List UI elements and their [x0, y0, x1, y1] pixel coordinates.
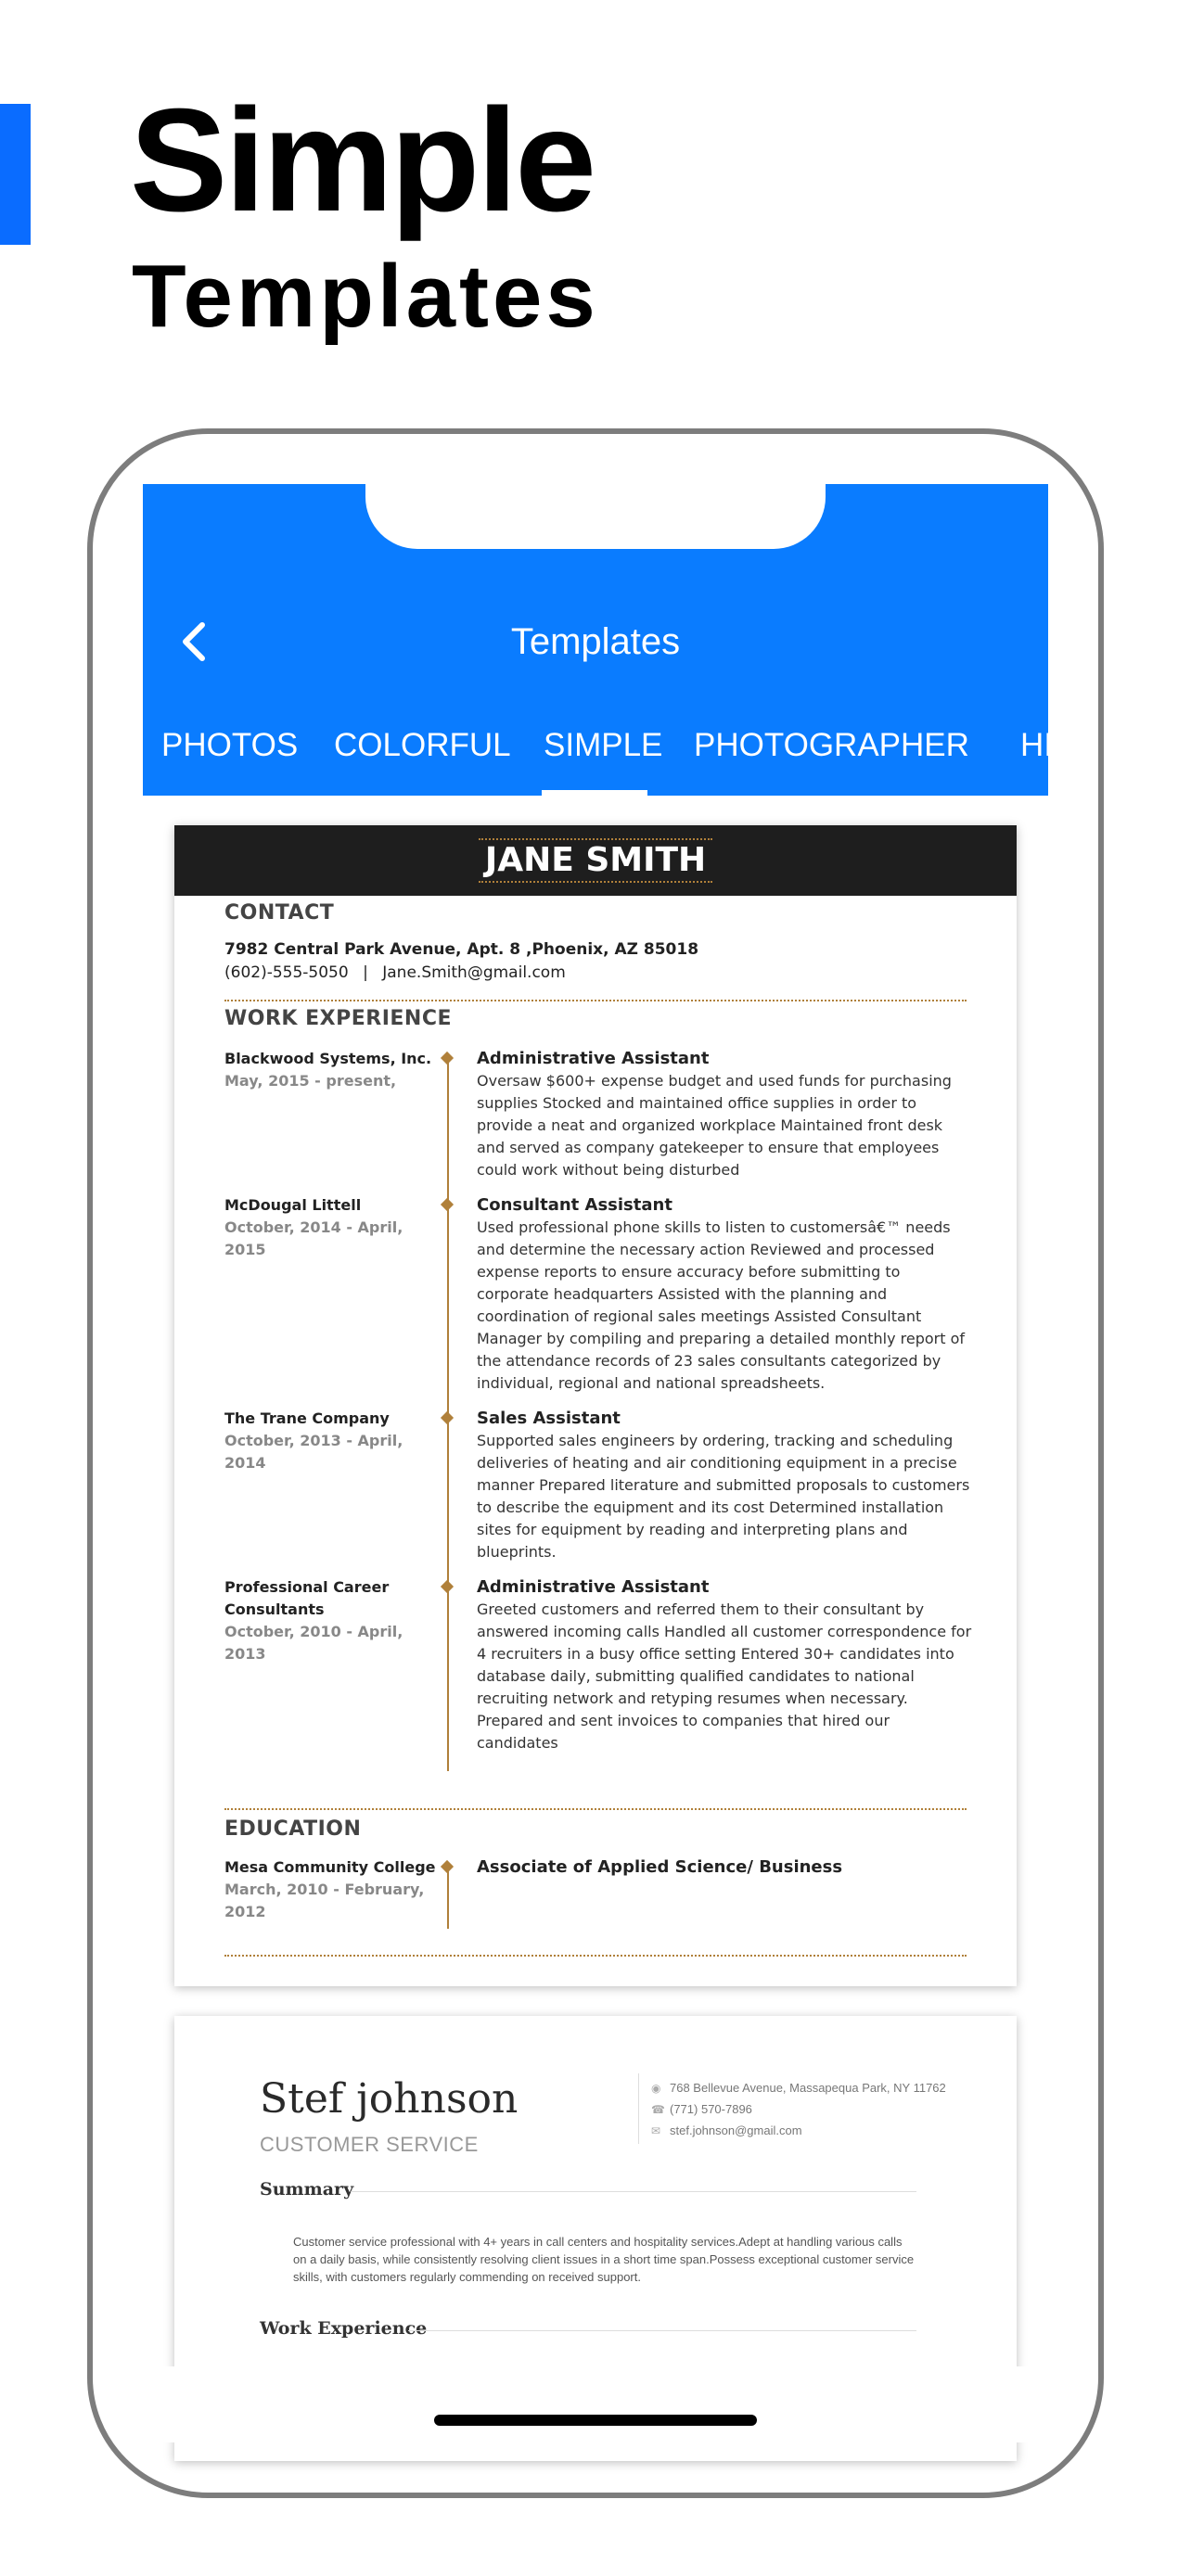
contact-phone: ☎ (771) 570-7896 [651, 2102, 752, 2116]
bottom-safe-area [143, 2366, 1048, 2442]
contact-email: ✉ stef.johnson@gmail.com [651, 2123, 802, 2137]
education-degree: Associate of Applied Science/ Business [477, 1857, 843, 1877]
work-heading: WORK EXPERIENCE [224, 1007, 452, 1030]
job-description: Supported sales engineers by ordering, tracking and scheduling deliveries of heating and air conditioning equipment in a precise manner Prepared literature and submitted proposals to customers to describe the equipment and its cost Determined installation sites for equipment by reading and interpreting plans and blueprints. [477, 1432, 970, 1561]
accent-bar [0, 104, 31, 245]
resume-name: JANE SMITH [484, 841, 707, 879]
job-description: Used professional phone skills to listen to customersâ€™ needs and determine the necessary action Reviewed and processed expense reports to ensure accuracy before submitting to corporate headquarters Assisted with the planning and coordination of regional sales meetings Assisted Consultant Manager by compiling and preparing a detailed monthly report of the attendance records of 23 sales consultants categorized by individual, regional and national spreadsheets. [477, 1218, 966, 1392]
contact-phone: (602)-555-5050 [224, 963, 349, 982]
tab-colorful[interactable]: COLORFUL [334, 727, 511, 763]
section-divider [224, 1808, 967, 1810]
education-heading: EDUCATION [224, 1817, 362, 1841]
timeline-marker [441, 1580, 454, 1593]
contact-phone-email [224, 963, 566, 982]
job-title: Consultant Assistant [477, 1195, 672, 1215]
resume-name: Stef johnson [260, 2075, 519, 2123]
job-title: Administrative Assistant [477, 1577, 710, 1597]
timeline-marker [441, 1052, 454, 1065]
contact-email: Jane.Smith@gmail.com [382, 963, 566, 982]
job-company: Professional Career Consultants [224, 1578, 390, 1618]
name-banner [174, 825, 1017, 896]
template-list[interactable] [143, 796, 1048, 2442]
section-divider [224, 1000, 967, 1001]
summary-heading: Summary [260, 2179, 354, 2200]
education-dates: March, 2010 - February, 2012 [224, 1881, 425, 1920]
contact-address: ◉ 768 Bellevue Avenue, Massapequa Park, NY 11762 [651, 2081, 946, 2095]
job-dates: October, 2013 - April, 2014 [224, 1432, 403, 1472]
job-description: Oversaw $600+ expense budget and used funds for purchasing supplies Stocked and maintained office supplies in order to provide a neat and organized workplace Maintained front desk and served as company gatekeeper to ensure that employees could work without being disturbed [477, 1072, 952, 1179]
tab-photos[interactable]: PHOTOS [161, 727, 299, 763]
section-divider [224, 1955, 967, 1957]
hero-title: Simple [130, 79, 595, 242]
education-school: Mesa Community College [224, 1858, 436, 1876]
work-heading: Work Experience [260, 2318, 428, 2339]
home-indicator[interactable] [434, 2415, 757, 2426]
location-pin-icon: ◉ [651, 2082, 661, 2095]
job-company: Blackwood Systems, Inc. [224, 1050, 432, 1067]
job-dates: October, 2010 - April, 2013 [224, 1623, 403, 1663]
template-tabs [143, 703, 1053, 796]
summary-text: Customer service professional with 4+ years in call centers and hospitality services.Adept at handling various calls on a daily basis, while consistently resolving client issues in a short time span.Possess exceptional customer service skills, with customers regularly commending on received support. [293, 2235, 915, 2284]
resume-role: CUSTOMER SERVICE [260, 2133, 479, 2156]
contact-heading: CONTACT [224, 901, 335, 925]
timeline-marker [441, 1411, 454, 1424]
phone-icon: ☎ [651, 2103, 665, 2116]
tab-simple[interactable]: SIMPLE [544, 727, 663, 763]
contact-separator: | [363, 963, 368, 982]
job-company: The Trane Company [224, 1409, 390, 1427]
hero-subtitle: Templates [132, 247, 599, 346]
job-title: Sales Assistant [477, 1409, 621, 1428]
tab-photographer[interactable]: PHOTOGRAPHER [694, 727, 969, 763]
template-card-jane-smith[interactable] [174, 825, 1017, 1986]
job-title: Administrative Assistant [477, 1049, 710, 1068]
job-dates: October, 2014 - April, 2015 [224, 1218, 403, 1258]
job-description: Greeted customers and referred them to their consultant by answered incoming calls Handled all customer correspondence for 4 recruiters in a busy office setting Entered 30+ candidates into database daily, submitting qualified candidates to national recruiting network and retyping resumes when necessary. Prepared and sent invoices to companies that hired our candidates [477, 1600, 972, 1752]
notch [365, 484, 826, 549]
app-bar [143, 484, 1053, 796]
job-dates: May, 2015 - present, [224, 1072, 397, 1090]
timeline-marker [441, 1198, 454, 1211]
contact-address: 7982 Central Park Avenue, Apt. 8 ,Phoenix, AZ 85018 [224, 940, 699, 959]
phone-screen [143, 484, 1053, 2442]
tab-hi[interactable]: HI [1020, 727, 1053, 763]
page-title: Templates [510, 621, 681, 662]
mail-icon: ✉ [651, 2124, 661, 2137]
job-company: McDougal Littell [224, 1196, 362, 1214]
